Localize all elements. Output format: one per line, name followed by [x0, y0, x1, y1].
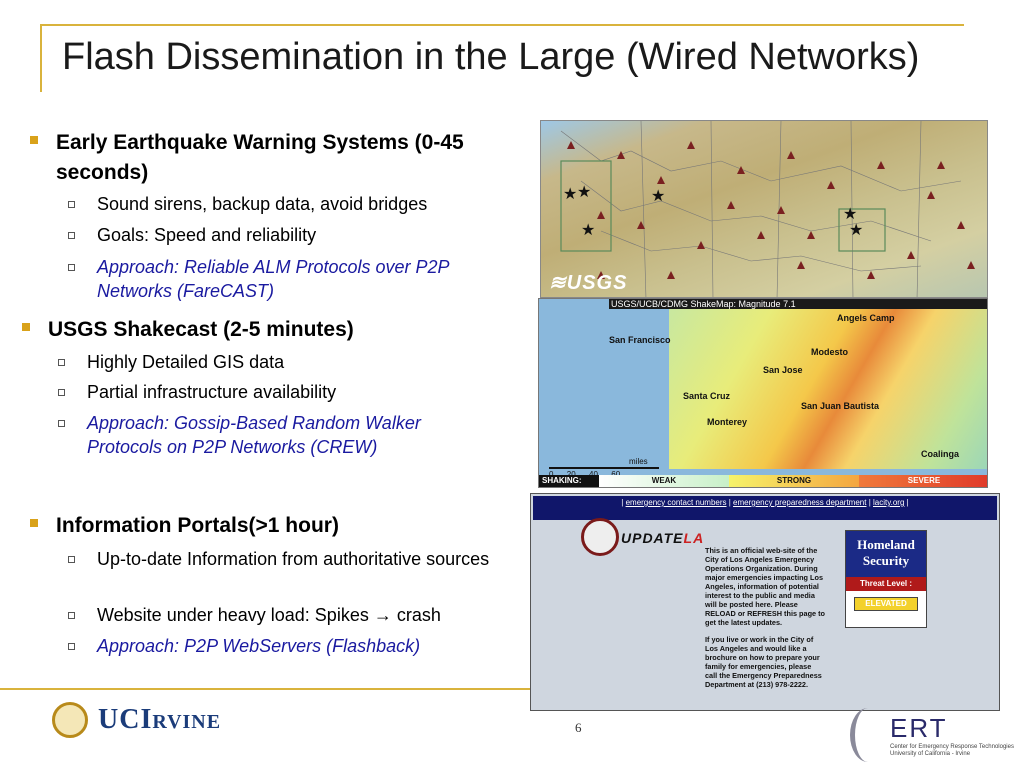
bullet-heading: Information Portals(>1 hour) [56, 514, 339, 537]
logo-accent: LA [683, 530, 705, 546]
portal-paragraph: This is an official web-site of the City of Los Angeles Emergency Operations Organization. During major emergencies impacting Los Angeles, information of potential interest to the public and media will be posted here. Please RELOAD or REFRESH this page to get the latest updates. [705, 546, 825, 627]
portal-link-bar: | emergency contact numbers | emergency preparedness department | lacity.org | [533, 496, 997, 520]
svg-text:★: ★ [581, 222, 596, 239]
ert-sub: University of California - Irvine [890, 750, 971, 757]
portal-link[interactable]: emergency contact numbers [625, 498, 727, 507]
shaking-label: SHAKING: [539, 475, 599, 487]
sub-bullet-text: Website under heavy load: Spikes → crash [97, 605, 441, 625]
hollow-square-bullet-icon [68, 232, 75, 239]
usgs-logo: ≋USGS [549, 272, 628, 294]
updatela-logo [621, 530, 704, 546]
shakemap-header: USGS/UCB/CDMG ShakeMap: Magnitude 7.1 [609, 299, 988, 309]
map-place: Coalinga [921, 449, 960, 459]
svg-text:★: ★ [563, 186, 578, 203]
sub-bullet-text: Highly Detailed GIS data [87, 352, 285, 372]
bullet-early-warning [30, 128, 510, 188]
bullet-heading: Early Earthquake Warning Systems (0-45 seconds) [56, 131, 464, 184]
map-place: Monterey [707, 417, 748, 427]
hollow-square-bullet-icon [68, 264, 75, 271]
sub-bullet [68, 223, 508, 247]
hollow-square-bullet-icon [68, 643, 75, 650]
svg-text:★: ★ [849, 222, 864, 239]
hollow-square-bullet-icon [58, 359, 65, 366]
logo-main: UPDATE [621, 530, 684, 546]
threat-level: ELEVATED [854, 597, 918, 611]
svg-text:★: ★ [651, 188, 666, 205]
sub-bullet-text: Up-to-date Information from authoritative sources [97, 549, 490, 569]
ert-arc-icon [850, 708, 886, 762]
sub-bullet [68, 192, 508, 216]
square-bullet-icon [30, 519, 38, 527]
bullet-heading: USGS Shakecast (2-5 minutes) [48, 318, 354, 341]
square-bullet-icon [30, 136, 38, 144]
sub-bullet [58, 350, 508, 374]
left-rule [40, 24, 42, 92]
hollow-square-bullet-icon [58, 389, 65, 396]
city-seal-icon [581, 518, 619, 556]
uci-small: RVINE [152, 711, 222, 733]
updatela-portal-image [530, 493, 1000, 711]
sub-bullet-text: Approach: Reliable ALM Protocols over P2P Networks (FareCAST) [97, 257, 449, 301]
map-place: Santa Cruz [683, 391, 731, 401]
map-place: San Francisco [609, 335, 671, 345]
ert-logo [850, 708, 1014, 762]
map-place: San Jose [763, 365, 803, 375]
svg-text:★: ★ [577, 184, 592, 201]
ert-sub: Center for Emergency Response Technologies [890, 743, 1014, 750]
bullet-shakecast [22, 315, 502, 345]
page-number: 6 [575, 720, 582, 735]
shakemap-image [538, 298, 988, 488]
map-place: Angels Camp [837, 313, 895, 323]
sub-bullet-text: Approach: Gossip-Based Random Walker Protocols on P2P Networks (CREW) [87, 413, 421, 457]
sub-bullet-text: Sound sirens, backup data, avoid bridges [97, 194, 428, 214]
ert-wordmark [890, 713, 1014, 758]
sub-bullet [58, 380, 508, 404]
sub-bullet [68, 547, 513, 571]
portal-link[interactable]: emergency preparedness department [733, 498, 867, 507]
hollow-square-bullet-icon [68, 556, 75, 563]
map-place: San Juan Bautista [801, 401, 880, 411]
sub-bullet [68, 603, 518, 627]
portal-link[interactable]: lacity.org [873, 498, 905, 507]
shaking-legend [539, 475, 988, 487]
map-place: Modesto [811, 347, 848, 357]
portal-paragraph: If you live or work in the City of Los Angeles and would like a brochure on how to prepare your family for emergencies, please call the Emergency Preparedness Department at (213) 978-2222. [705, 635, 822, 689]
hollow-square-bullet-icon [68, 612, 75, 619]
bullet-info-portals [30, 511, 510, 541]
hollow-square-bullet-icon [58, 420, 65, 427]
slide-title: Flash Dissemination in the Large (Wired Networks) [62, 36, 920, 78]
shaking-weak: WEAK [599, 475, 729, 487]
sub-bullet-text: Approach: P2P WebServers (Flashback) [97, 636, 421, 656]
portal-body-text [705, 546, 825, 689]
usgs-us-map-image [540, 120, 988, 298]
svg-text:★: ★ [843, 206, 858, 223]
square-bullet-icon [22, 323, 30, 331]
shaking-strong: STRONG [729, 475, 859, 487]
hs-title: Homeland Security [846, 531, 926, 577]
sub-bullet [68, 634, 518, 658]
uci-wordmark [98, 704, 221, 736]
threat-label: Threat Level : [846, 577, 926, 591]
scale-bar [549, 467, 659, 469]
sub-bullet [68, 255, 488, 303]
hollow-square-bullet-icon [68, 201, 75, 208]
bottom-rule [0, 688, 530, 690]
homeland-security-badge [845, 530, 927, 628]
uci-logo [52, 702, 221, 738]
ert-text: ERT [890, 712, 948, 743]
scale-label: miles [629, 457, 648, 466]
sub-bullet-text: Partial infrastructure availability [87, 382, 337, 402]
uci-seal-icon [52, 702, 88, 738]
shakemap-land [669, 309, 988, 469]
shaking-severe: SEVERE [859, 475, 988, 487]
sub-bullet [58, 411, 508, 459]
uci-main: UCI [98, 704, 153, 735]
top-rule [40, 24, 964, 26]
sub-bullet-text: Goals: Speed and reliability [97, 225, 317, 245]
